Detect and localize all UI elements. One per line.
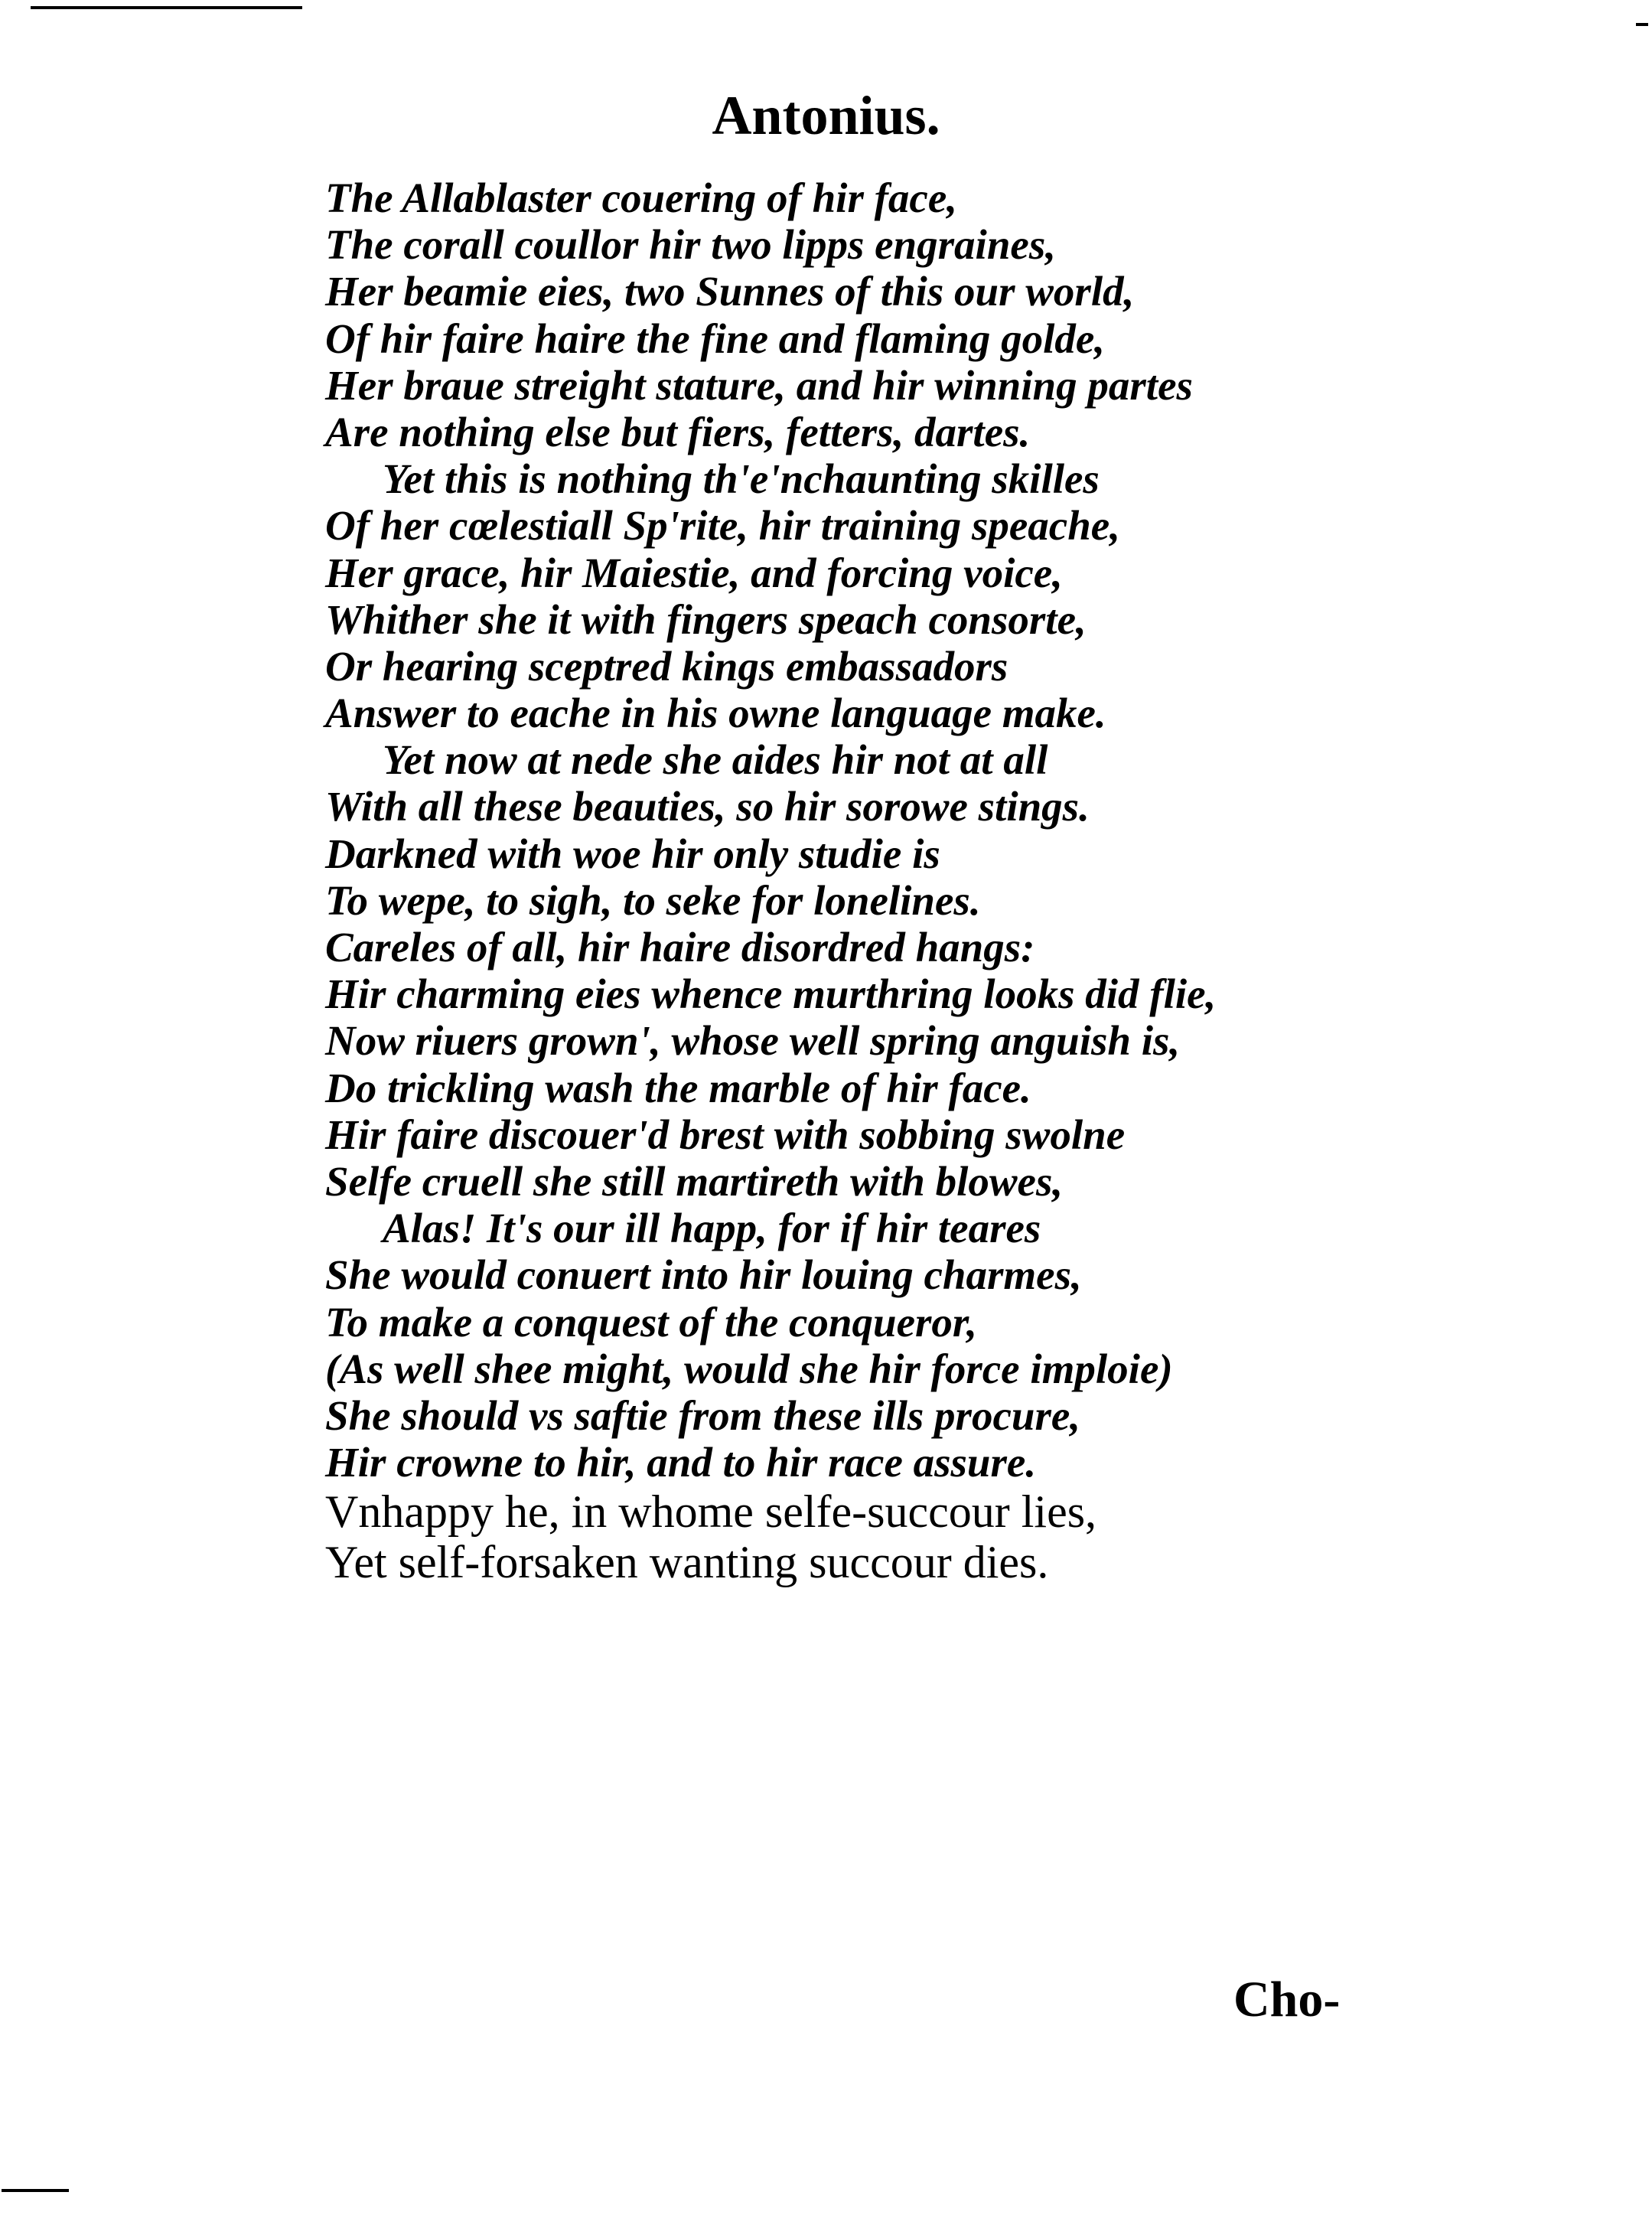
bottom-rule <box>2 2189 69 2192</box>
verse-line: Now riuers grown', whose well spring anguish is, <box>325 1017 1181 1065</box>
verse-line: Yet self-forsaken wanting succour dies. <box>325 1537 1049 1588</box>
verse-line: To make a conquest of the conqueror, <box>325 1298 978 1346</box>
verse-line: Hir crowne to hir, and to hir race assure. <box>325 1439 1037 1486</box>
verse-line: Hir faire discouer'd brest with sobbing swolne <box>325 1111 1126 1158</box>
top-rule <box>31 6 302 9</box>
verse-line: Selfe cruell she still martireth with blowes, <box>325 1157 1064 1205</box>
verse-line: Alas! It's our ill happ, for if hir teares <box>383 1205 1041 1252</box>
verse-line: Her grace, hir Maiestie, and forcing voice, <box>325 549 1063 596</box>
verse-line: With all these beauties, so hir sorowe stings. <box>325 783 1090 830</box>
verse-line: The corall coullor hir two lipps engraines, <box>325 221 1056 269</box>
verse-line: She would conuert into hir louing charmes, <box>325 1251 1082 1299</box>
verse-block <box>325 175 1626 1587</box>
verse-line: Or hearing sceptred kings embassadors <box>325 642 1008 690</box>
verse-line: Vnhappy he, in whome selfe-succour lies, <box>325 1486 1097 1538</box>
catchword: Cho- <box>1233 1972 1341 2027</box>
verse-line: Of her cœlestiall Sp'rite, hir training speache, <box>325 502 1120 550</box>
verse-line: Do trickling wash the marble of hir face. <box>325 1064 1031 1111</box>
verse-line: Darkned with woe hir only studie is <box>325 830 940 877</box>
verse-line: Yet now at nede she aides hir not at all <box>383 736 1048 784</box>
verse-line: (As well shee might, would she hir force imploie) <box>325 1345 1173 1392</box>
verse-line: Yet this is nothing th'e'nchaunting skilles <box>383 455 1100 503</box>
verse-line: Her braue streight stature, and hir winning partes <box>325 361 1193 409</box>
verse-line: Are nothing else but fiers, fetters, dartes. <box>325 408 1031 455</box>
verse-line: Whither she it with fingers speach consorte, <box>325 595 1087 643</box>
top-right-mark <box>1636 23 1648 26</box>
running-title: Antonius. <box>712 85 940 146</box>
verse-line: Hir charming eies whence murthring looks did flie, <box>325 970 1217 1018</box>
verse-line: Careles of all, hir haire disordred hangs: <box>325 924 1035 970</box>
verse-line: She should vs saftie from these ills procure, <box>325 1391 1081 1439</box>
verse-line: Answer to eache in his owne language make. <box>325 690 1106 737</box>
verse-line: To wepe, to sigh, to seke for lonelines. <box>325 876 981 924</box>
verse-line: Her beamie eies, two Sunnes of this our world, <box>325 268 1135 315</box>
verse-line: The Allablaster couering of hir face, <box>325 175 957 221</box>
verse-line: Of hir faire haire the fine and flaming golde, <box>325 315 1106 362</box>
